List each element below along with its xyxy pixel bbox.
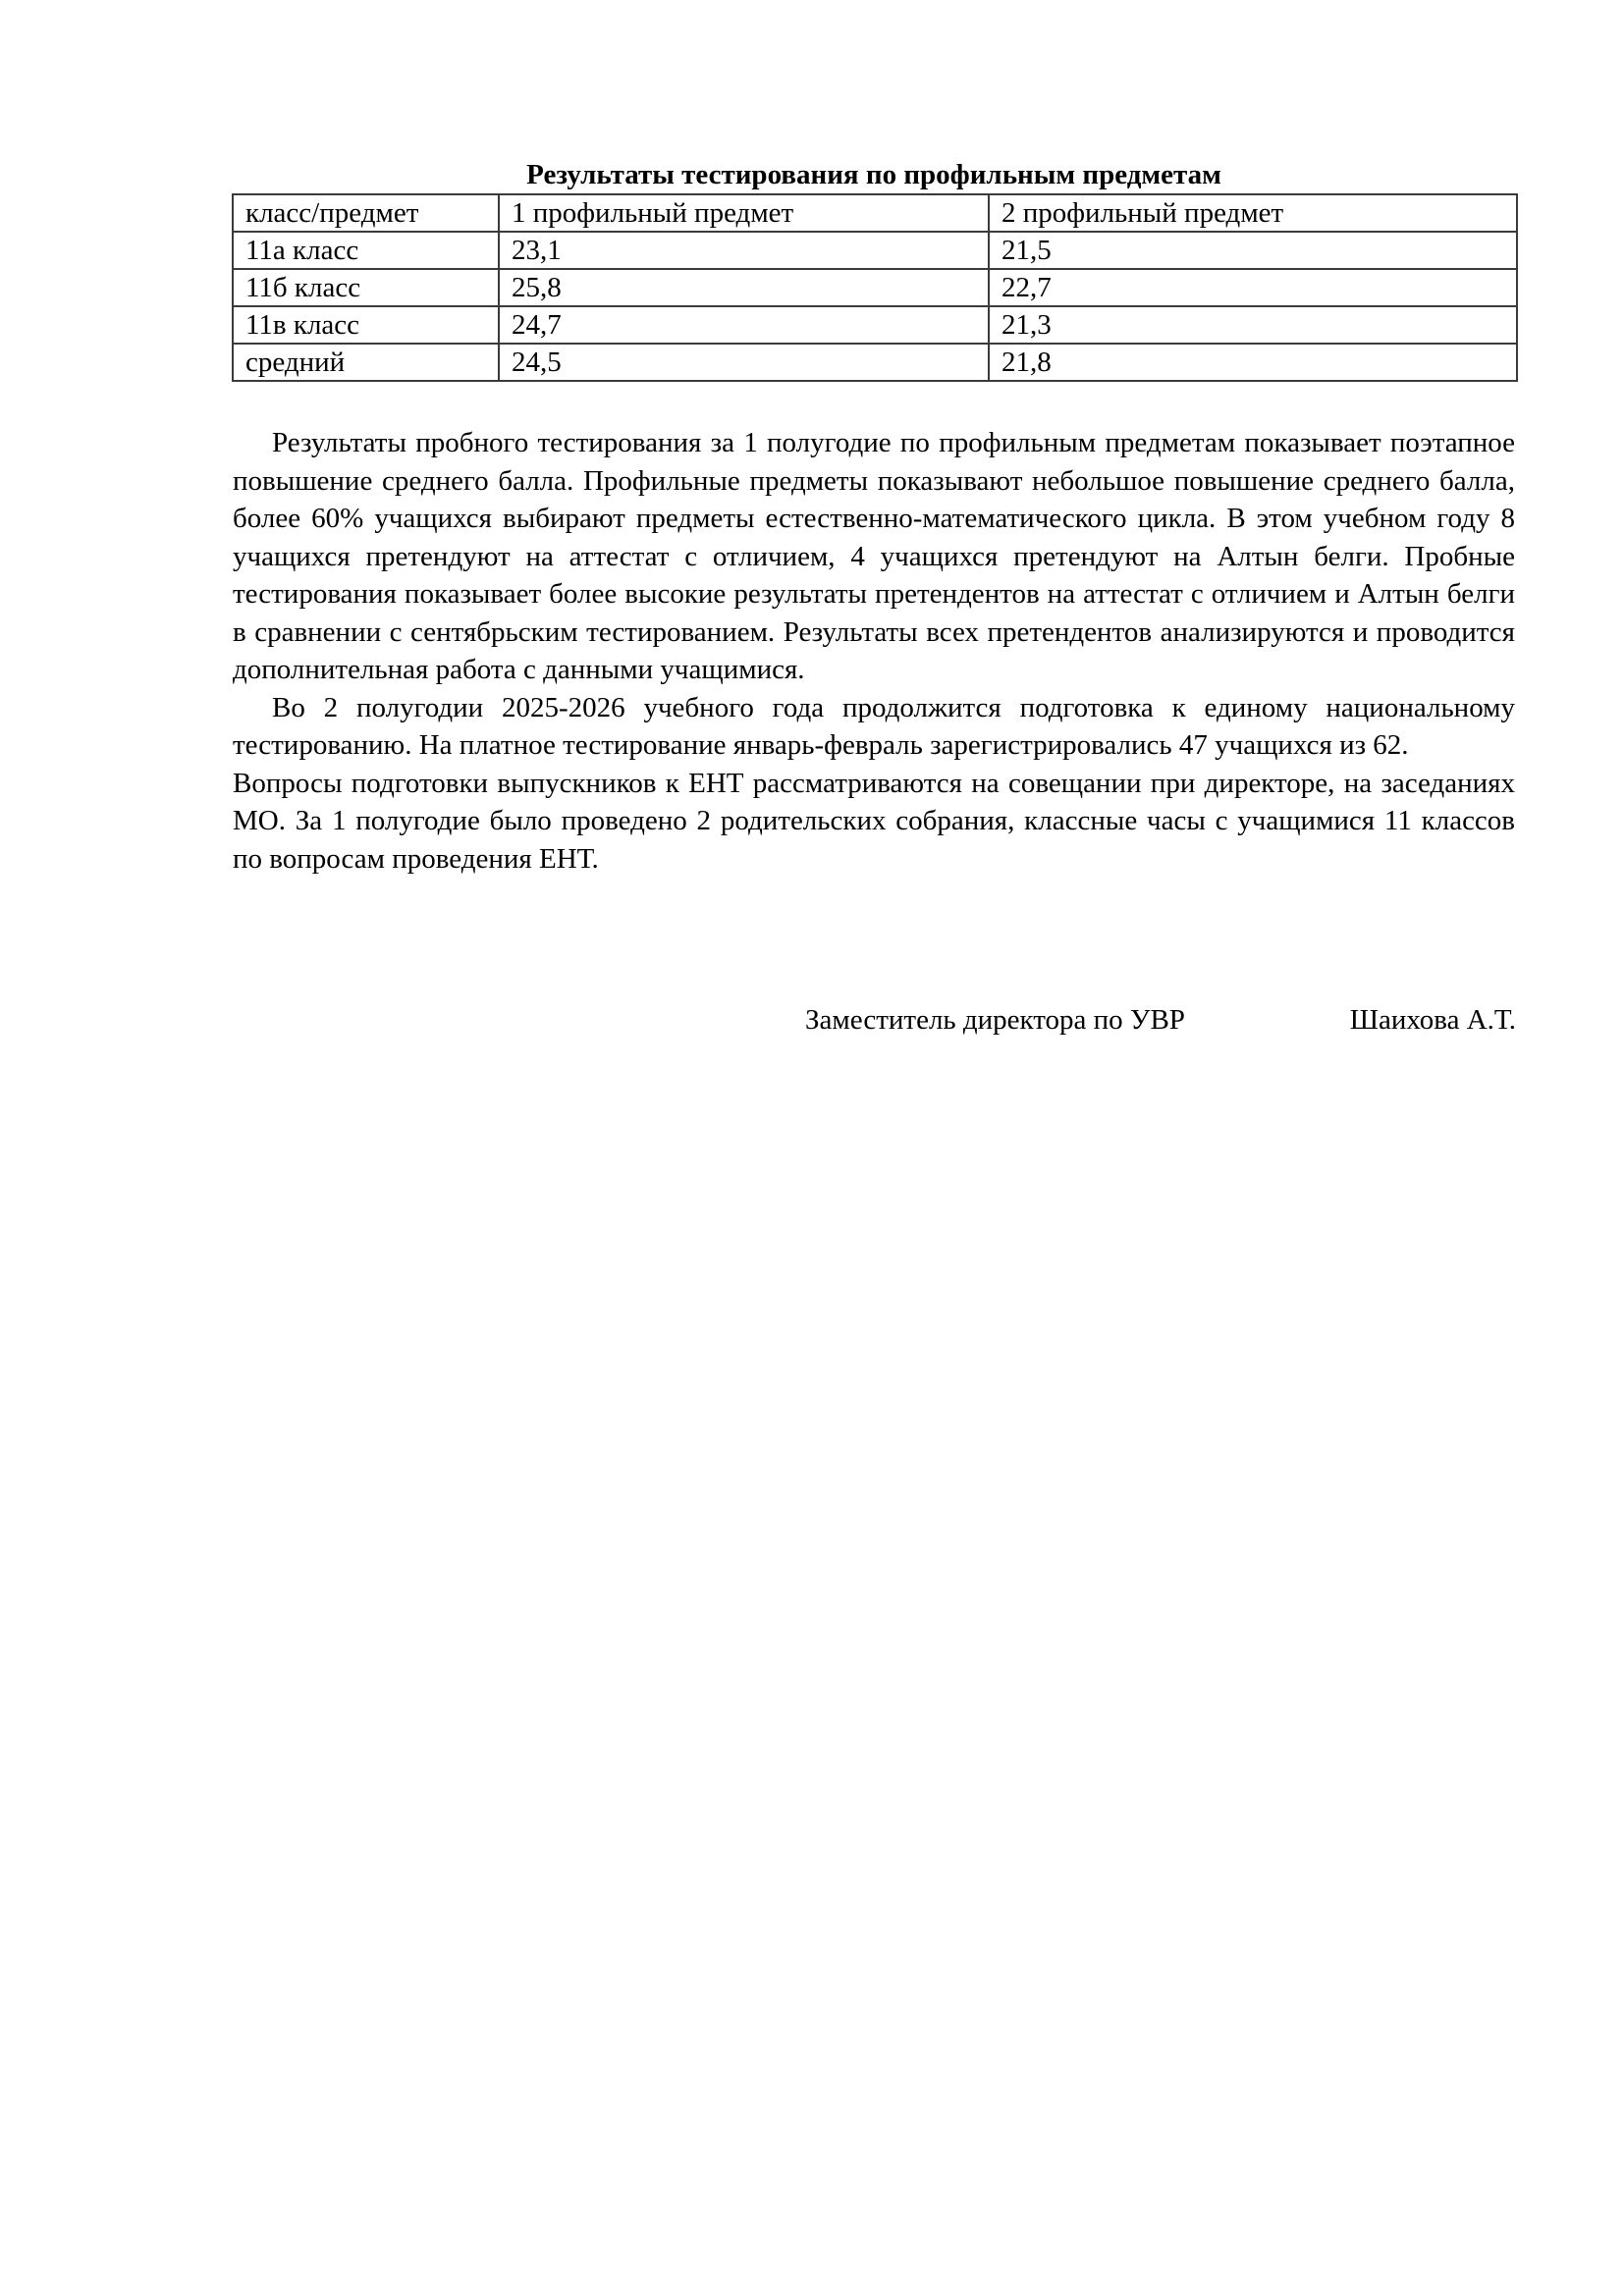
body-text xyxy=(233,424,1515,878)
paragraph-ent-preparation: Вопросы подготовки выпускников к ЕНТ рассматриваются на совещании при директоре, на заседаниях МО. За 1 полугодие было проведено 2 родительских собрания, классные часы с учащимися 11 классов по вопросам проведения ЕНТ. xyxy=(233,767,1515,875)
cell-subject-2-score: 21,8 xyxy=(989,344,1517,381)
cell-subject-2-score: 21,5 xyxy=(989,232,1517,269)
cell-subject-2-score: 21,3 xyxy=(989,306,1517,344)
paragraph-second-semester: Во 2 полугодии 2025-2026 учебного года продолжится подготовка к единому национальному тестированию. На платное тестирование январь-февраль зарегистрировались 47 учащихся из 62. xyxy=(233,691,1515,761)
cell-subject-1-score: 24,7 xyxy=(499,306,989,344)
table-title: Результаты тестирования по профильным предметам xyxy=(526,159,1221,190)
header-cell-class-subject: класс/предмет xyxy=(233,194,499,232)
table-row xyxy=(233,232,1517,269)
cell-class: 11а класс xyxy=(233,232,499,269)
table-row xyxy=(233,269,1517,306)
table-header-row xyxy=(233,194,1517,232)
signer-position: Заместитель директора по УВР xyxy=(805,1004,1185,1036)
results-table xyxy=(232,193,1518,382)
cell-subject-1-score: 24,5 xyxy=(499,344,989,381)
table-row xyxy=(233,306,1517,344)
cell-subject-2-score: 22,7 xyxy=(989,269,1517,306)
signer-name: Шаихова А.Т. xyxy=(1349,1004,1516,1036)
paragraph-test-results: Результаты пробного тестирования за 1 полугодие по профильным предметам показывает поэтапное повышение среднего балла. Профильные предметы показывают небольшое повышение среднего балла, более 60% учащихся выбирают предметы естественно-математического цикла. В этом учебном году 8 учащихся претендуют на аттестат с отличием, 4 учащихся претендуют на Алтын белги. Пробные тестирования показывает более высокие результаты претендентов на аттестат с отличием и Алтын белги в сравнении с сентябрьским тестированием. Результаты всех претендентов анализируются и проводится дополнительная работа с данными учащимися. xyxy=(233,427,1515,685)
cell-subject-1-score: 23,1 xyxy=(499,232,989,269)
table-row-average xyxy=(233,344,1517,381)
header-cell-subject-2: 2 профильный предмет xyxy=(989,194,1517,232)
cell-class: средний xyxy=(233,344,499,381)
cell-subject-1-score: 25,8 xyxy=(499,269,989,306)
header-cell-subject-1: 1 профильный предмет xyxy=(499,194,989,232)
cell-class: 11б класс xyxy=(233,269,499,306)
cell-class: 11в класс xyxy=(233,306,499,344)
